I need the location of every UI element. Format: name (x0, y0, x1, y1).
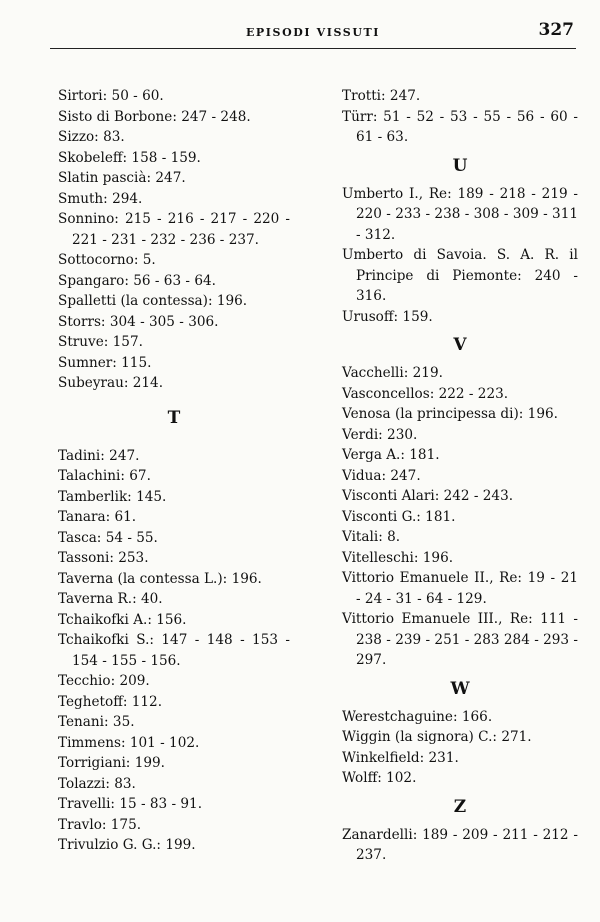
index-entry: Winkelfield: 231. (342, 749, 459, 766)
index-entry: Tenani: 35. (58, 714, 135, 730)
index-entry: Spangaro: 56 - 63 - 64. (58, 272, 216, 289)
index-section-z (342, 825, 578, 866)
index-entry: Vasconcellos: 222 - 223. (342, 385, 509, 402)
running-title: EPISODI VISSUTI (245, 26, 381, 39)
index-entry: Vidua: 247. (342, 467, 421, 484)
index-entry: Vitali: 8. (342, 529, 401, 545)
running-header (50, 16, 576, 49)
index-entry: Sirtori: 50 - 60. (58, 88, 164, 104)
index-section-t-continued (342, 86, 578, 148)
index-entry: Sonnino: 215 - 216 - 217 - 220 - 221 - 231 - 232 - 236 - 237. (58, 211, 290, 248)
index-entry: Skobeleff: 158 - 159. (58, 149, 201, 166)
index-entry: Spalletti (la contessa): 196. (58, 293, 248, 309)
section-letter-t: T (167, 407, 181, 428)
index-entry: Verdi: 230. (342, 426, 418, 443)
index-entry: Werestchaguine: 166. (342, 708, 493, 725)
index-entry: Trivulzio G. G.: 199. (58, 837, 196, 853)
index-entry: Sisto di Borbone: 247 - 248. (58, 108, 251, 125)
index-entry: Travlo: 175. (58, 816, 142, 833)
index-entry: Visconti Alari: 242 - 243. (342, 488, 514, 504)
index-entry: Trotti: 247. (342, 88, 421, 104)
index-entry: Tolazzi: 83. (58, 775, 136, 792)
index-entry: Sumner: 115. (58, 354, 152, 371)
index-entry: Smuth: 294. (58, 190, 143, 207)
index-entry: Tchaikofki A.: 156. (58, 611, 187, 628)
index-entry: Teghetoff: 112. (58, 693, 163, 710)
section-letter-v: V (453, 335, 467, 355)
index-entry: Zanardelli: 189 - 209 - 211 - 212 - 237. (342, 826, 578, 863)
index-entry: Tchaikofki S.: 147 - 148 - 153 - 154 - 155 - 156. (58, 632, 290, 669)
index-entry: Umberto di Savoia. S. A. R. il Principe di Piemonte: 240 - 316. (342, 247, 578, 304)
index-section-t (58, 446, 290, 856)
index-entry: Wolff: 102. (342, 770, 417, 786)
index-entry: Vittorio Emanuele II., Re: 19 - 21 - 24 - 31 - 64 - 129. (342, 570, 578, 607)
index-entry: Wiggin (la signora) C.: 271. (342, 729, 532, 745)
index-entry: Visconti G.: 181. (342, 508, 456, 525)
index-entry: Slatin pascià: 247. (58, 170, 186, 186)
index-entry: Storrs: 304 - 305 - 306. (58, 313, 219, 330)
index-entry: Subeyrau: 214. (58, 375, 164, 391)
index-entry: Tadini: 247. (58, 447, 140, 464)
index-section-u (342, 184, 578, 328)
index-section-w (342, 707, 578, 789)
index-entry: Tanara: 61. (58, 509, 137, 525)
index-entry: Tamberlik: 145. (58, 488, 167, 505)
index-entry: Tecchio: 209. (58, 673, 150, 689)
index-entry: Travelli: 15 - 83 - 91. (58, 796, 203, 812)
index-entry: Vittorio Emanuele III., Re: 111 - 238 - 239 - 251 - 283 284 - 293 - 297. (342, 611, 578, 668)
index-entry: Vitelleschi: 196. (342, 549, 454, 566)
section-letter-u: U (452, 155, 468, 176)
index-entry: Tasca: 54 - 55. (58, 529, 158, 546)
index-entry: Tassoni: 253. (58, 550, 149, 566)
index-entry: Timmens: 101 - 102. (58, 734, 200, 751)
index-section-s (58, 86, 290, 394)
index-entry: Taverna R.: 40. (58, 591, 163, 607)
index-section-v (342, 363, 578, 671)
section-letter-z: Z (453, 796, 467, 817)
index-entry: Sizzo: 83. (58, 129, 125, 145)
section-letter-w: W (450, 678, 470, 699)
index-entry: Taverna (la contessa L.): 196. (58, 570, 262, 587)
index-entry: Urusoff: 159. (342, 308, 433, 325)
index-entry: Verga A.: 181. (342, 447, 440, 463)
index-entry: Umberto I., Re: 189 - 218 - 219 - 220 - 233 - 238 - 308 - 309 - 311 - 312. (342, 185, 578, 243)
index-entry: Talachini: 67. (58, 468, 151, 484)
index-entry: Torrigiani: 199. (58, 755, 165, 771)
index-entry: Türr: 51 - 52 - 53 - 55 - 56 - 60 - 61 - 63. (342, 108, 578, 145)
index-entry: Struve: 157. (58, 334, 143, 350)
index-entry: Venosa (la principessa di): 196. (342, 406, 558, 422)
index-column-left (58, 86, 290, 856)
page-number: 327 (538, 20, 574, 40)
index-entry: Vacchelli: 219. (342, 365, 443, 381)
index-column-right (342, 86, 578, 866)
index-entry: Sottocorno: 5. (58, 252, 156, 268)
